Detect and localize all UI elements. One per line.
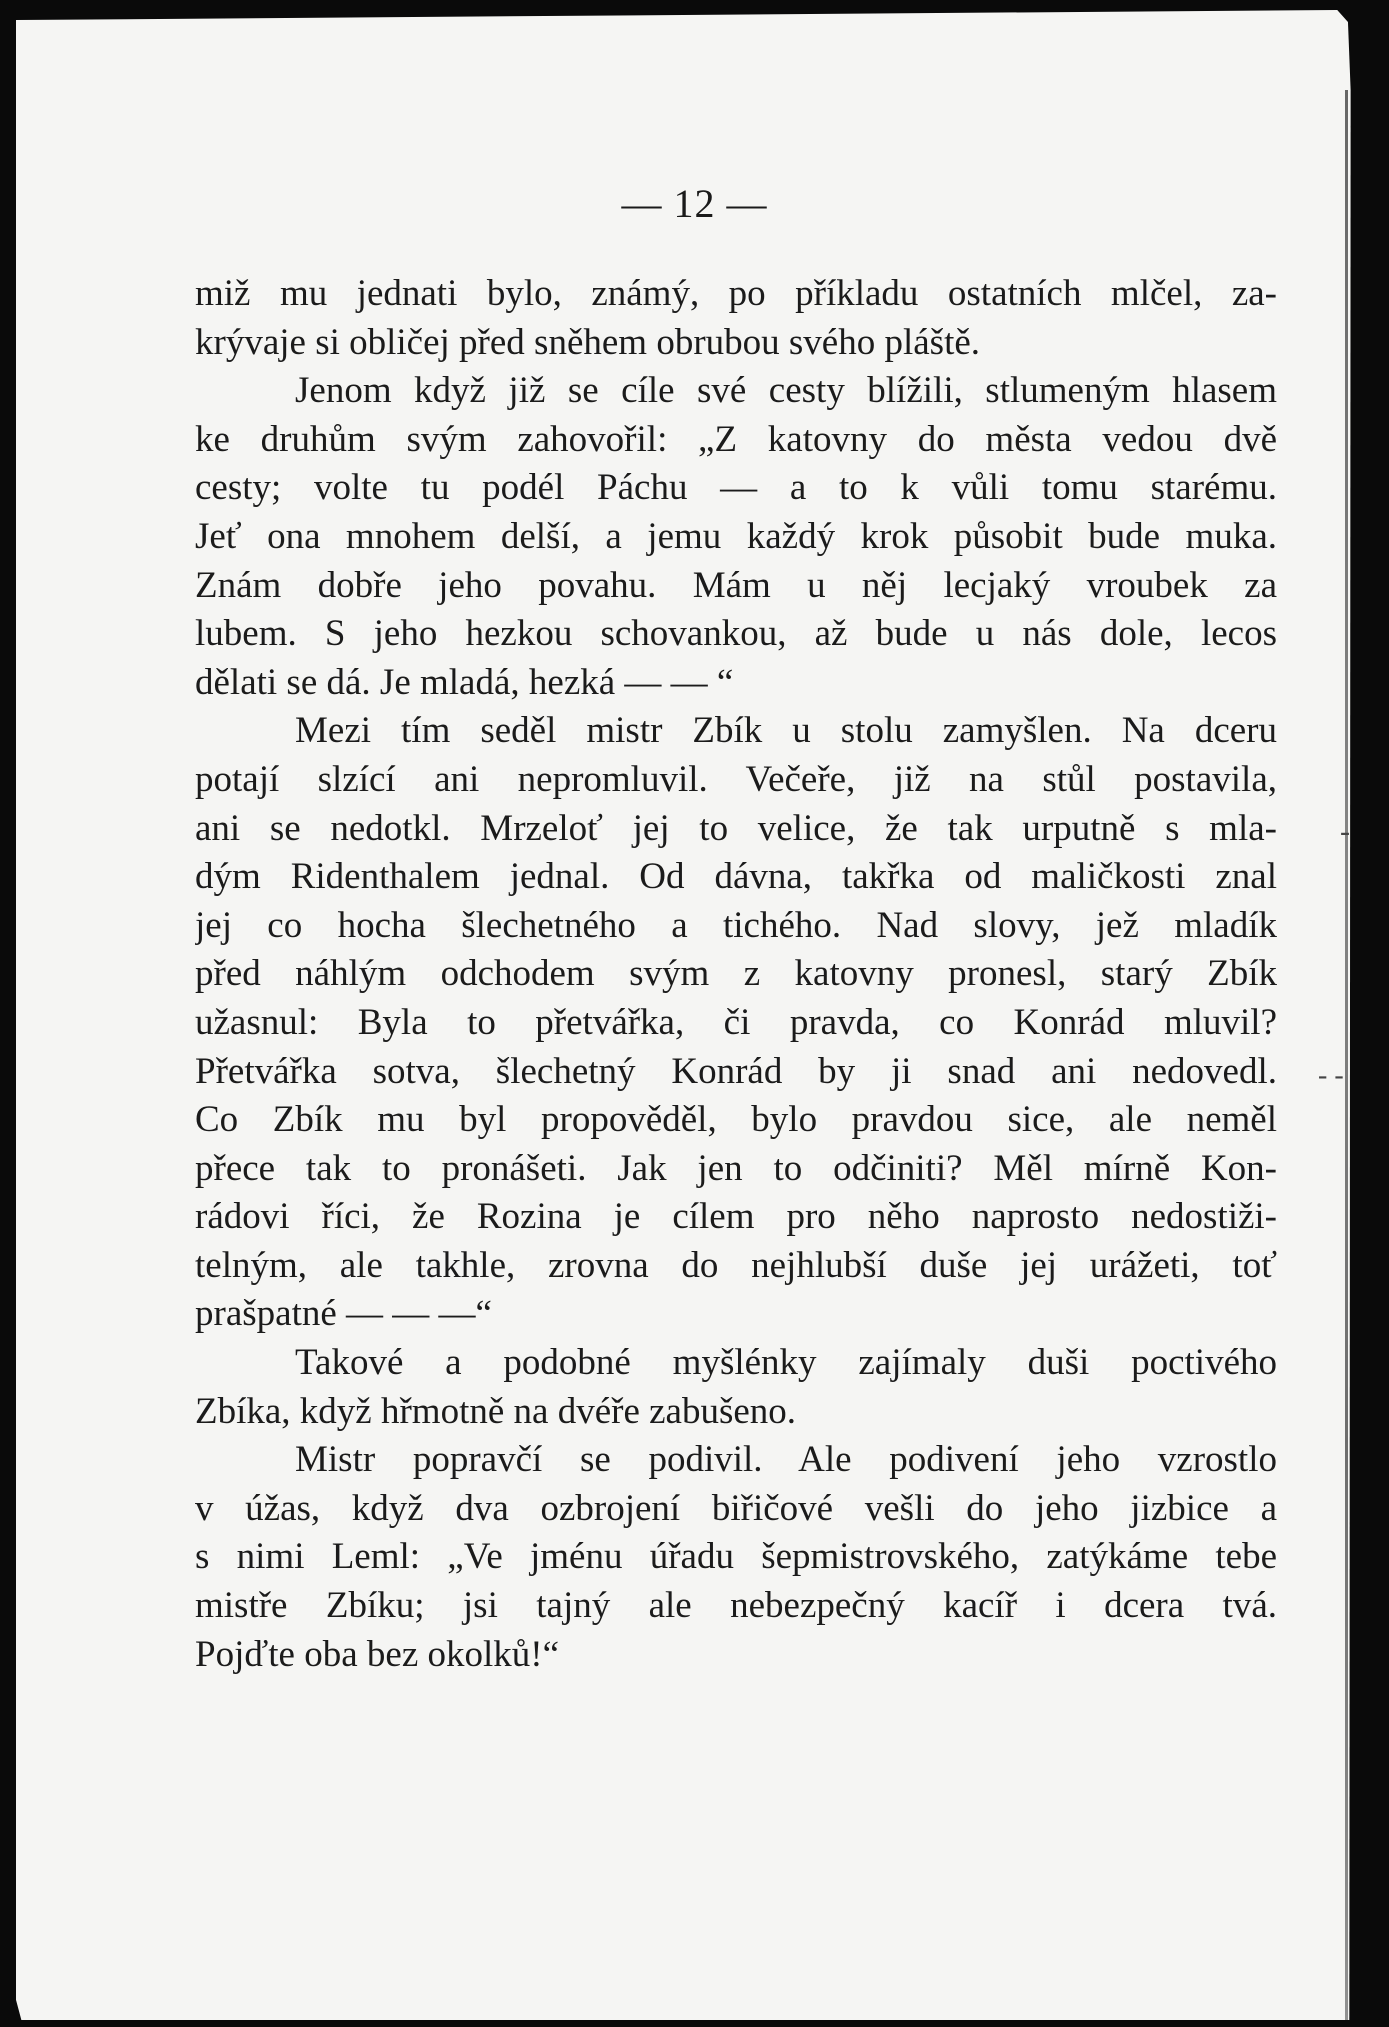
text-line: potají slzící ani nepromluvil. Večeře, již na stůl postavila, xyxy=(195,758,1277,800)
text-line: ke druhům svým zahovořil: „Z katovny do města vedou dvě xyxy=(195,418,1277,460)
text-line: telným, ale takhle, zrovna do nejhlubší duše jej urážeti, toť xyxy=(195,1244,1277,1286)
text-line: Pojďte oba bez okolků!“ xyxy=(195,1633,560,1675)
text-line: prašpatné — — —“ xyxy=(195,1293,492,1335)
text-line: s nimi Leml: „Ve jménu úřadu šepmistrovského, zatýkáme tebe xyxy=(195,1536,1277,1578)
text-line: Takové a podobné myšlénky zajímaly duši poctivého xyxy=(295,1342,1277,1384)
text-line: před náhlým odchodem svým z katovny pronesl, starý Zbík xyxy=(195,953,1277,995)
text-line: Mezi tím seděl mistr Zbík u stolu zamyšlen. Na dceru xyxy=(295,710,1277,752)
text-line: dělati se dá. Je mladá, hezká — — “ xyxy=(195,661,734,703)
text-line: rádovi říci, že Rozina je cílem pro něho naprosto nedostiži- xyxy=(195,1196,1277,1238)
text-line: Mistr popravčí se podivil. Ale podivení jeho vzrostlo xyxy=(295,1439,1277,1481)
text-line: ani se nedotkl. Mrzeloť jej to velice, že tak urputně s mla- xyxy=(195,807,1277,849)
text-line: přece tak to pronášeti. Jak jen to odčiniti? Měl mírně Kon- xyxy=(195,1147,1277,1189)
text-line: miž mu jednati bylo, známý, po příkladu ostatních mlčel, za- xyxy=(195,273,1277,314)
text-line: cesty; volte tu podél Páchu — a to k vůli tomu starému. xyxy=(195,467,1277,509)
text-line: dým Ridenthalem jednal. Od dávna, takřka od maličkosti znal xyxy=(195,856,1277,898)
text-line: Jeť ona mnohem delší, a jemu každý krok působit bude muka. xyxy=(195,515,1277,557)
text-line: krývaje si obličej před sněhem obrubou svého pláště. xyxy=(195,321,981,363)
text-line: v úžas, když dva ozbrojení biřičové vešli do jeho jizbice a xyxy=(195,1487,1277,1529)
page-number: — 12 — xyxy=(621,181,768,226)
text-line: lubem. S jeho hezkou schovankou, až bude u nás dole, lecos xyxy=(195,613,1277,655)
text-line: Přetvářka sotva, šlechetný Konrád by ji snad ani nedovedl. xyxy=(195,1050,1277,1092)
text-line: Jenom když již se cíle své cesty blížili, stlumeným hlasem xyxy=(295,370,1277,412)
margin-mark: - - xyxy=(1318,1060,1344,1091)
margin-mark: ‐ xyxy=(1340,815,1350,848)
text-line: jej co hocha šlechetného a tichého. Nad slovy, jež mladík xyxy=(195,904,1277,946)
text-line: Znám dobře jeho povahu. Mám u něj lecjaký vroubek za xyxy=(195,564,1277,606)
body-text xyxy=(195,270,1277,1679)
page-fold-shadow xyxy=(1345,90,1348,2020)
text-line: mistře Zbíku; jsi tajný ale nebezpečný kacíř i dcera tvá. xyxy=(195,1585,1277,1627)
text-line: užasnul: Byla to přetvářka, či pravda, co Konrád mluvil? xyxy=(195,1001,1277,1043)
text-line: Zbíka, když hřmotně na dvéře zabušeno. xyxy=(195,1390,797,1432)
text-line: Co Zbík mu byl propověděl, bylo pravdou sice, ale neměl xyxy=(195,1099,1277,1141)
